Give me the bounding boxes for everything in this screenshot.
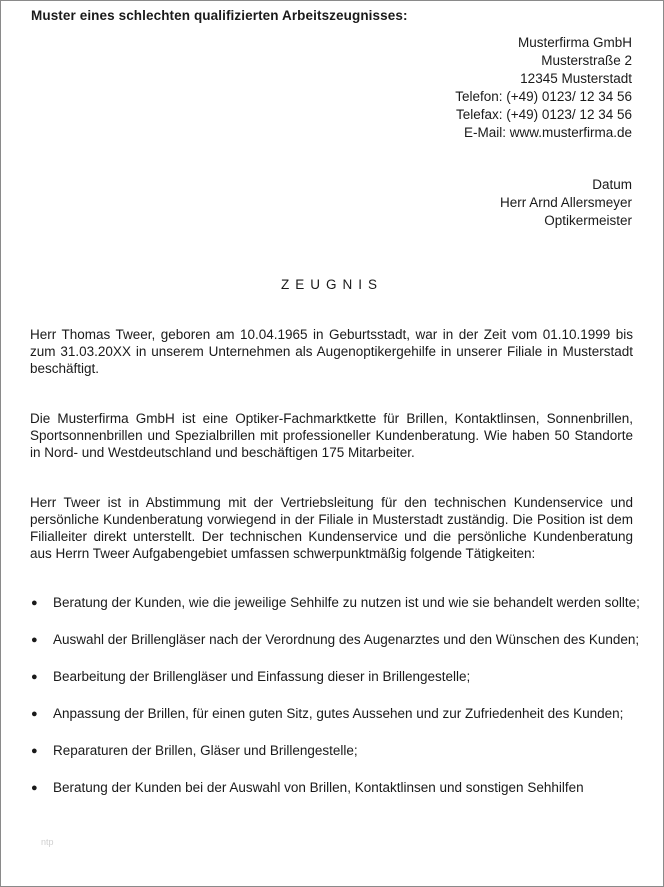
watermark-text: ntp	[41, 837, 54, 847]
paragraph-duties: Herr Tweer ist in Abstimmung mit der Vertriebsleitung für den technischen Kundenservice und persönliche Kundenberatung vorwiegend in der Filiale in Musterstadt zuständig. Die Position ist dem Filialleiter direkt unterstellt. Der technischen Kundenservice und die persönliche Kundenberatung aus Herrn Tweer Aufgabengebiet umfassen schwerpunktmäßig folgende Tätigkeiten:	[30, 495, 633, 561]
list-item	[30, 664, 640, 690]
list-item	[30, 701, 640, 727]
sender-street: Musterstraße 2	[541, 53, 632, 68]
sender-company: Musterfirma GmbH	[517, 35, 632, 50]
bullet-icon: ●	[31, 597, 38, 609]
sender-email: E-Mail: www.musterfirma.de	[463, 125, 632, 140]
list-item-text: Anpassung der Brillen, für einen guten Sitz, gutes Aussehen und zur Zufriedenheit des Kunden;	[53, 706, 624, 721]
bullet-icon: ●	[31, 634, 38, 646]
sender-fax: Telefax: (+49) 0123/ 12 34 56	[455, 107, 632, 122]
list-item-text: Beratung der Kunden, wie die jeweilige Sehhilfe zu nutzen ist und wie sie behandelt werden sollte;	[53, 595, 640, 610]
list-item	[30, 590, 640, 616]
paragraph-employment: Herr Thomas Tweer, geboren am 10.04.1965 in Geburtsstadt, war in der Zeit vom 01.10.1999 bis zum 31.03.20XX in unserem Unternehmen als Augenoptikergehilfe in unserer Filiale in Musterstadt beschäftigt.	[30, 327, 633, 376]
sender-address-block	[455, 34, 632, 142]
sender-city: 12345 Musterstadt	[520, 71, 632, 86]
bullet-icon: ●	[31, 708, 38, 720]
sender-phone: Telefon: (+49) 0123/ 12 34 56	[455, 89, 632, 104]
recipient-role: Optikermeister	[544, 213, 632, 228]
list-item	[30, 738, 640, 764]
document-title: ZEUGNIS	[280, 277, 383, 292]
list-item	[30, 775, 640, 801]
task-list	[30, 590, 640, 812]
date-line: Datum	[592, 177, 632, 192]
paragraph-company: Die Musterfirma GmbH ist eine Optiker-Fachmarktkette für Brillen, Kontaktlinsen, Sonnenbrillen, Sportsonnenbrillen und Spezialbrillen mit professioneller Kundenberatung. Wie haben 50 Standorte in Nord- und Westdeutschland und beschäftigen 175 Mitarbeiter.	[30, 411, 633, 460]
list-item-text: Reparaturen der Brillen, Gläser und Brillengestelle;	[53, 743, 358, 758]
bullet-icon: ●	[31, 782, 38, 794]
list-item-text: Auswahl der Brillengläser nach der Verordnung des Augenarztes und den Wünschen des Kunden;	[53, 632, 640, 647]
list-item-text: Beratung der Kunden bei der Auswahl von Brillen, Kontaktlinsen und sonstigen Sehhilfen	[53, 780, 584, 795]
recipient-block	[500, 176, 632, 230]
bullet-icon: ●	[31, 671, 38, 683]
list-item	[30, 627, 640, 653]
document-heading: Muster eines schlechten qualifizierten Arbeitszeugnisses:	[31, 8, 408, 23]
recipient-name: Herr Arnd Allersmeyer	[499, 195, 632, 210]
list-item-text: Bearbeitung der Brillengläser und Einfassung dieser in Brillengestelle;	[53, 669, 471, 684]
bullet-icon: ●	[31, 745, 38, 757]
